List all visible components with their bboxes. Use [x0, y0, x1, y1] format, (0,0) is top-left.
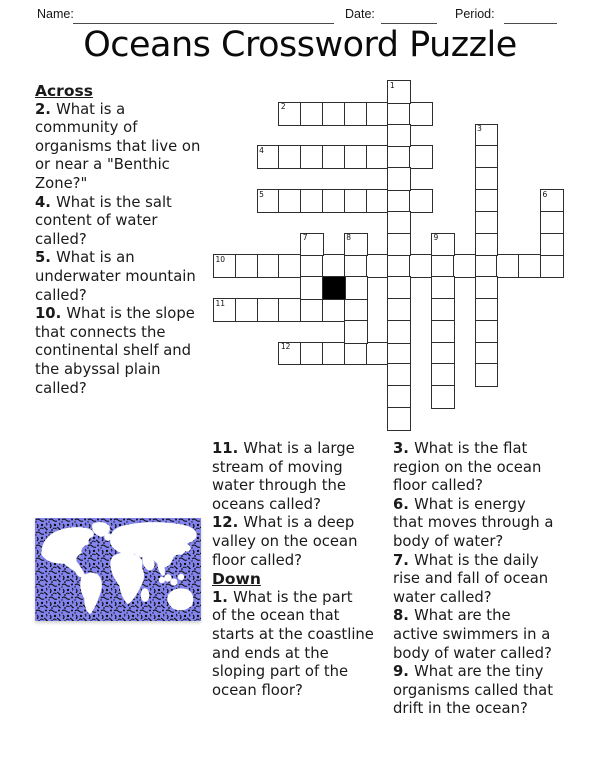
grid-cell[interactable]: [475, 145, 499, 169]
clue-9: 9. What are the tiny organisms called that drift in the ocean?: [393, 663, 554, 718]
grid-cell[interactable]: [387, 189, 411, 213]
grid-cell[interactable]: [344, 320, 368, 344]
grid-cell[interactable]: [344, 276, 368, 300]
grid-cell[interactable]: [387, 233, 411, 257]
grid-cell[interactable]: [344, 233, 368, 257]
grid-cell[interactable]: [322, 298, 346, 322]
grid-cell[interactable]: [278, 102, 302, 126]
period-label: Period:: [455, 7, 495, 21]
clue-8: 8. What are the active swimmers in a body of water called?: [393, 607, 552, 662]
grid-cell[interactable]: [387, 124, 411, 148]
clue-number: 3.: [393, 440, 415, 457]
grid-cell[interactable]: [366, 342, 390, 366]
clue-number: 9.: [393, 663, 415, 681]
grid-cell[interactable]: [540, 233, 564, 257]
grid-cell[interactable]: [257, 254, 281, 278]
grid-cell[interactable]: [387, 167, 411, 191]
clue-number: 10.: [35, 305, 67, 323]
grid-cell[interactable]: [344, 145, 368, 169]
clue-2: 2. What is a community of organisms that live on or near a "Benthic Zone?": [35, 100, 201, 192]
clue-number: 4.: [35, 193, 57, 211]
name-input-line[interactable]: [73, 7, 334, 24]
grid-cell[interactable]: [300, 233, 324, 257]
grid-cell[interactable]: [278, 298, 302, 322]
grid-cell[interactable]: [387, 298, 411, 322]
grid-cell[interactable]: [475, 342, 499, 366]
grid-cell[interactable]: [366, 254, 390, 278]
grid-cell[interactable]: [518, 254, 542, 278]
clue-11: 11. What is a large stream of moving water through the oceans called?: [212, 440, 355, 513]
grid-cell[interactable]: [257, 298, 281, 322]
grid-cell[interactable]: [409, 145, 433, 169]
grid-cell[interactable]: [322, 102, 346, 126]
grid-cell[interactable]: [387, 342, 411, 366]
grid-cell[interactable]: [540, 254, 564, 278]
grid-cell[interactable]: [278, 342, 302, 366]
grid-cell[interactable]: [300, 102, 324, 126]
grid-cell[interactable]: [431, 276, 455, 300]
grid-cell[interactable]: [475, 320, 499, 344]
grid-cell[interactable]: [409, 254, 433, 278]
grid-cell[interactable]: [475, 254, 499, 278]
grid-cell[interactable]: [322, 189, 346, 213]
clue-number: 12.: [212, 514, 244, 532]
section-heading-down: Down: [212, 570, 261, 589]
grid-cell[interactable]: [475, 298, 499, 322]
grid-cell[interactable]: [387, 80, 411, 104]
clue-7: 7. What is the daily rise and fall of ocean water called?: [393, 551, 549, 606]
grid-cell[interactable]: [322, 145, 346, 169]
grid-cell[interactable]: [344, 298, 368, 322]
grid-cell[interactable]: [344, 102, 368, 126]
grid-cell[interactable]: [300, 254, 324, 278]
grid-cell-number: 6: [542, 189, 548, 199]
grid-cell[interactable]: [213, 298, 237, 322]
grid-cell[interactable]: [387, 320, 411, 344]
grid-cell[interactable]: [409, 189, 433, 213]
grid-cell[interactable]: [431, 385, 455, 409]
grid-cell[interactable]: [409, 102, 433, 126]
grid-cell[interactable]: [344, 342, 368, 366]
grid-cell-number: 12: [280, 342, 291, 352]
grid-cell[interactable]: [366, 102, 390, 126]
grid-cell[interactable]: [431, 363, 455, 387]
grid-cell[interactable]: [540, 189, 564, 213]
grid-cell[interactable]: [257, 145, 281, 169]
name-label: Name:: [37, 7, 74, 21]
grid-cell[interactable]: [475, 233, 499, 257]
grid-cell[interactable]: [235, 298, 259, 322]
grid-cell-number: 9: [433, 233, 439, 243]
clue-number: 7.: [393, 551, 415, 569]
grid-cell[interactable]: [300, 298, 324, 322]
clue-number: 5.: [35, 249, 57, 267]
clue-1: 1. What is the part of the ocean that starts at the coastline and ends at the sloping part of the ocean floor?: [212, 588, 374, 699]
grid-cell-number: 7: [302, 233, 308, 243]
grid-cell[interactable]: [387, 211, 411, 235]
grid-cell[interactable]: [387, 385, 411, 409]
clue-number: 6.: [393, 495, 415, 513]
grid-cell[interactable]: [387, 276, 411, 300]
grid-cell-number: 1: [389, 80, 395, 90]
grid-cell-number: 10: [215, 254, 226, 264]
grid-cell[interactable]: [453, 254, 477, 278]
grid-cell[interactable]: [431, 298, 455, 322]
world-map-image: [35, 518, 201, 621]
clue-number: 8.: [393, 607, 415, 625]
grid-cell-number: 5: [259, 189, 264, 199]
crossword-grid: [213, 80, 565, 432]
grid-cell[interactable]: [431, 233, 455, 257]
grid-cell[interactable]: [257, 189, 281, 213]
grid-cell-number: 8: [346, 233, 352, 243]
clue-number: 11.: [212, 440, 244, 457]
clue-number: 1.: [212, 588, 234, 606]
grid-cell[interactable]: [387, 363, 411, 387]
grid-cell[interactable]: [475, 363, 499, 387]
grid-cell-black: [322, 276, 346, 300]
grid-cell[interactable]: [475, 167, 499, 191]
grid-cell[interactable]: [322, 342, 346, 366]
grid-cell[interactable]: [278, 145, 302, 169]
clue-5: 5. What is an underwater mountain called?: [35, 249, 196, 304]
grid-cell[interactable]: [475, 124, 499, 148]
clue-6: 6. What is energy that moves through a body of water?: [393, 495, 554, 550]
grid-cell[interactable]: [387, 145, 411, 169]
grid-cell[interactable]: [278, 189, 302, 213]
date-input-line[interactable]: [381, 7, 437, 24]
grid-cell[interactable]: [387, 407, 411, 431]
grid-cell[interactable]: [278, 254, 302, 278]
grid-cell[interactable]: [431, 342, 455, 366]
down-clues-column: [393, 440, 593, 719]
grid-cell[interactable]: [387, 254, 411, 278]
grid-cell[interactable]: [387, 102, 411, 126]
grid-cell[interactable]: [300, 145, 324, 169]
clue-3: 3. What is the flat region on the ocean floor called?: [393, 440, 542, 495]
grid-cell[interactable]: [366, 145, 390, 169]
clue-number: 2.: [35, 100, 57, 118]
grid-cell[interactable]: [496, 254, 520, 278]
grid-cell-number: 3: [477, 124, 482, 134]
grid-cell[interactable]: [344, 189, 368, 213]
page-title: Oceans Crossword Puzzle: [83, 25, 517, 65]
grid-cell[interactable]: [300, 189, 324, 213]
grid-cell[interactable]: [213, 254, 237, 278]
grid-cell[interactable]: [322, 254, 346, 278]
grid-cell[interactable]: [235, 254, 259, 278]
grid-cell[interactable]: [344, 254, 368, 278]
grid-cell-number: 11: [215, 298, 226, 308]
grid-cell-number: 4: [259, 145, 264, 155]
section-heading-across: Across: [35, 82, 93, 100]
across-clues-column: [35, 82, 223, 398]
period-input-line[interactable]: [504, 7, 557, 24]
grid-cell[interactable]: [300, 342, 324, 366]
grid-cell[interactable]: [431, 254, 455, 278]
clue-12: 12. What is a deep valley on the ocean floor called?: [212, 514, 358, 569]
grid-cell[interactable]: [540, 211, 564, 235]
grid-cell[interactable]: [431, 320, 455, 344]
grid-cell-number: 2: [280, 102, 286, 112]
middle-clues-column: [212, 440, 394, 700]
grid-cell[interactable]: [475, 189, 499, 213]
grid-cell[interactable]: [475, 276, 499, 300]
grid-cell[interactable]: [366, 189, 390, 213]
clue-10: 10. What is the slope that connects the continental shelf and the abyssal plain called?: [35, 305, 195, 397]
grid-cell[interactable]: [300, 276, 324, 300]
grid-cell[interactable]: [475, 211, 499, 235]
date-label: Date:: [345, 7, 375, 21]
clue-4: 4. What is the salt content of water called?: [35, 193, 172, 248]
